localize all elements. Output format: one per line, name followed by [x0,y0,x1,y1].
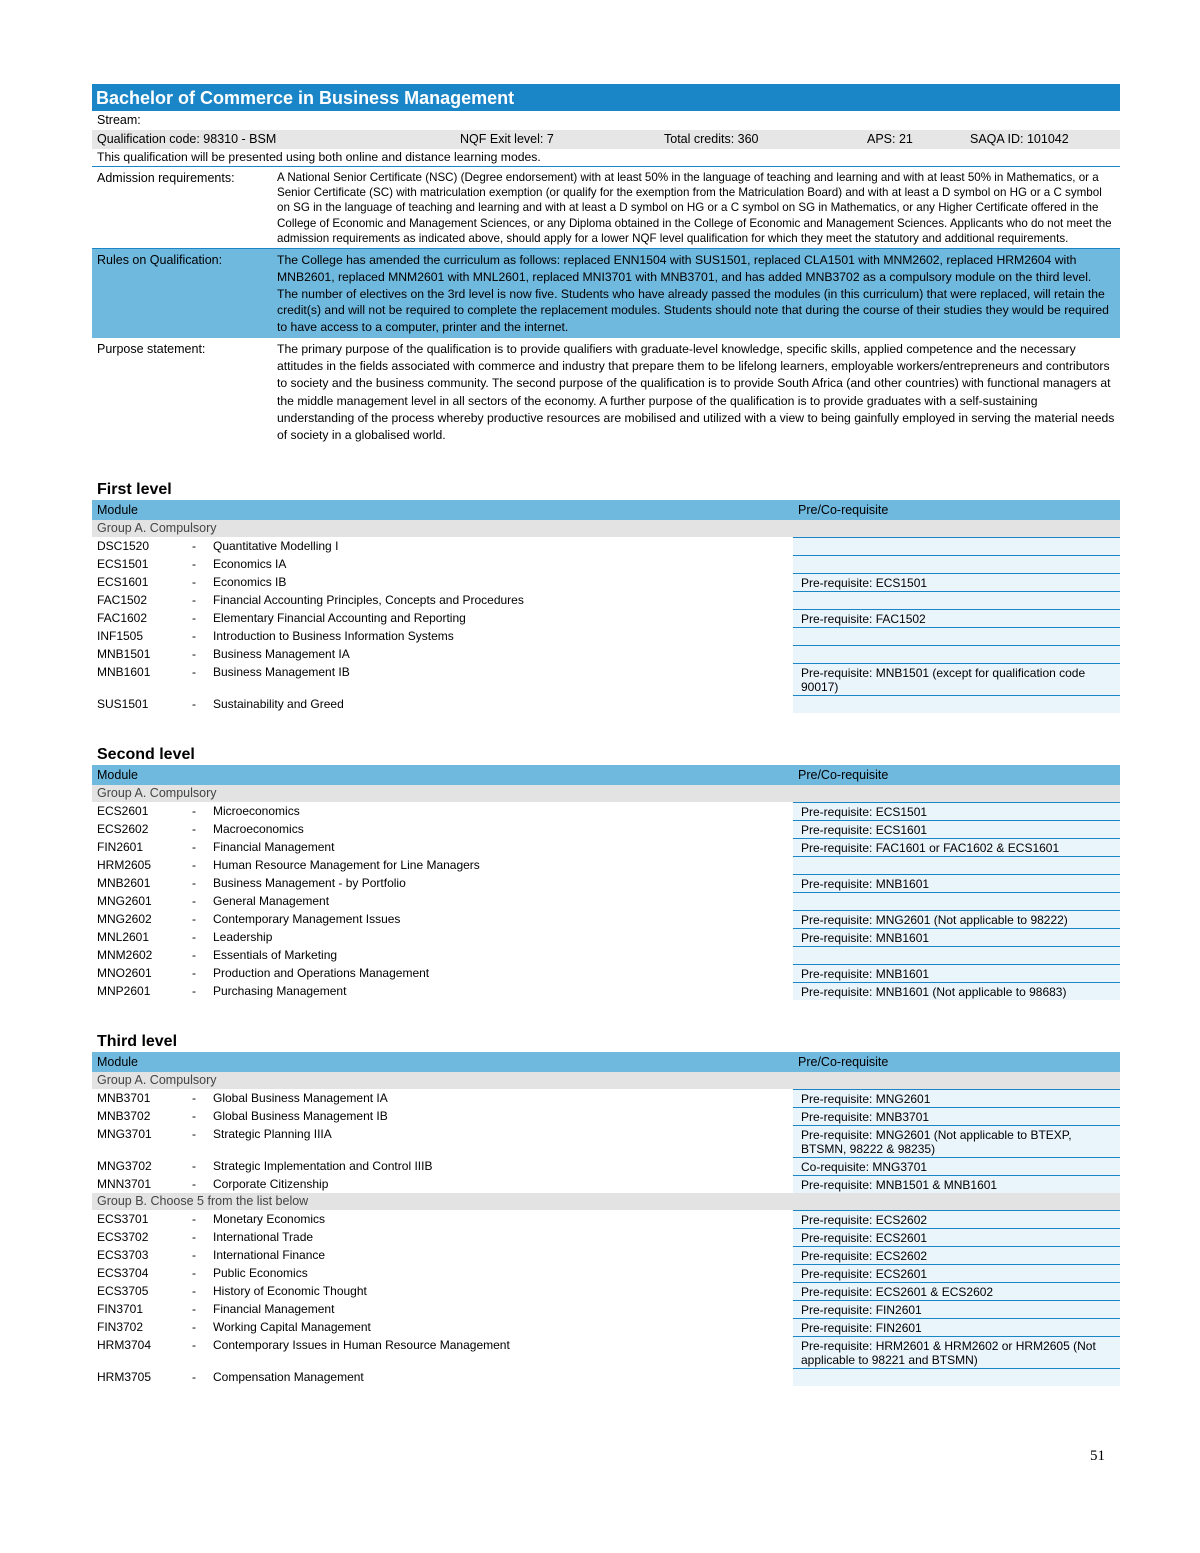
module-code: MNO2601 [97,966,152,981]
separator: - [192,1370,196,1385]
module-name: Economics IB [213,575,287,590]
module-code: FAC1502 [97,593,148,608]
module-code: ECS3704 [97,1266,149,1281]
nqf-exit-level: NQF Exit level: 7 [460,132,554,146]
module-code: FIN3702 [97,1320,144,1335]
module-requisite: Pre-requisite: ECS1601 [793,820,1120,838]
separator: - [192,912,196,927]
module-row [92,1300,1120,1318]
module-code: ECS1501 [97,557,149,572]
separator: - [192,1159,196,1174]
group-header: Group A. Compulsory [92,785,1120,802]
module-code: FAC1602 [97,611,148,626]
level-section [92,745,1120,1000]
module-name: Production and Operations Management [213,966,430,981]
module-row [92,820,1120,838]
rules-label: Rules on Qualification: [97,253,223,268]
group-header: Group A. Compulsory [92,1072,1120,1089]
module-name: Sustainability and Greed [213,697,344,712]
module-code: SUS1501 [97,697,149,712]
module-requisite: Pre-requisite: MNB1501 (except for qualification code 90017) [793,663,1120,695]
module-requisite: Pre-requisite: ECS2602 [793,1246,1120,1264]
module-requisite: Pre-requisite: FAC1502 [793,609,1120,627]
module-code: MNG2601 [97,894,152,909]
module-requisite: Pre-requisite: MNG2601 (Not applicable to BTEXP, BTSMN, 98222 & 98235) [793,1125,1120,1157]
module-code: ECS3705 [97,1284,149,1299]
module-code: MNL2601 [97,930,150,945]
presentation-note: This qualification will be presented using both online and distance learning modes. [97,150,541,164]
module-name: International Finance [213,1248,326,1263]
separator: - [192,1320,196,1335]
module-requisite: Pre-requisite: FIN2601 [793,1300,1120,1318]
module-code: HRM3704 [97,1338,152,1353]
module-name: History of Economic Thought [213,1284,367,1299]
page-number: 51 [1090,1448,1105,1464]
module-code: MNB3702 [97,1109,151,1124]
rules-section [92,248,1120,338]
admission-section [92,166,1120,248]
module-row [92,838,1120,856]
separator: - [192,930,196,945]
separator: - [192,966,196,981]
group-header: Group B. Choose 5 from the list below [92,1193,1120,1210]
module-name: Contemporary Issues in Human Resource Management [213,1338,510,1353]
separator: - [192,629,196,644]
module-requisite [793,946,1120,964]
separator: - [192,1127,196,1142]
separator: - [192,822,196,837]
module-requisite: Pre-requisite: MNG2601 [793,1089,1120,1107]
module-row [92,892,1120,910]
levels-container [92,480,1120,1386]
module-requisite: Co-requisite: MNG3701 [793,1157,1120,1175]
separator: - [192,697,196,712]
module-name: Leadership [213,930,273,945]
module-row [92,695,1120,713]
module-name: Public Economics [213,1266,308,1281]
purpose-section [92,338,1120,446]
separator: - [192,1091,196,1106]
separator: - [192,840,196,855]
module-name: Global Business Management IA [213,1091,388,1106]
module-name: General Management [213,894,330,909]
module-name: Global Business Management IB [213,1109,388,1124]
module-row [92,537,1120,555]
module-row [92,1125,1120,1157]
module-name: Corporate Citizenship [213,1177,329,1192]
separator: - [192,593,196,608]
qualification-document [92,84,1120,1386]
separator: - [192,1212,196,1227]
qualification-title: Bachelor of Commerce in Business Management [92,84,1120,111]
module-row [92,1107,1120,1125]
separator: - [192,1338,196,1353]
module-row [92,1282,1120,1300]
module-row [92,1368,1120,1386]
module-code: MNB2601 [97,876,151,891]
table-header [92,765,1120,785]
module-code: FIN2601 [97,840,144,855]
module-name: Economics IA [213,557,287,572]
separator: - [192,1284,196,1299]
module-row [92,1210,1120,1228]
module-requisite [793,892,1120,910]
module-row [92,609,1120,627]
level-section [92,480,1120,713]
module-row [92,1157,1120,1175]
module-code: MNM2602 [97,948,153,963]
module-name: Essentials of Marketing [213,948,338,963]
admission-label: Admission requirements: [97,171,235,185]
module-requisite: Pre-requisite: ECS1501 [793,573,1120,591]
module-requisite [793,627,1120,645]
module-name: Purchasing Management [213,984,347,999]
saqa-id: SAQA ID: 101042 [970,132,1069,146]
module-row [92,555,1120,573]
table-header [92,500,1120,520]
module-requisite: Pre-requisite: FAC1601 or FAC1602 & ECS1601 [793,838,1120,856]
separator: - [192,984,196,999]
module-requisite: Pre-requisite: ECS2602 [793,1210,1120,1228]
separator: - [192,557,196,572]
module-name: Business Management - by Portfolio [213,876,406,891]
module-code: ECS3703 [97,1248,149,1263]
module-name: Compensation Management [213,1370,364,1385]
separator: - [192,1177,196,1192]
module-name: Monetary Economics [213,1212,326,1227]
purpose-label: Purpose statement: [97,342,206,356]
module-requisite: Pre-requisite: FIN2601 [793,1318,1120,1336]
module-requisite: Pre-requisite: MNG2601 (Not applicable to 98222) [793,910,1120,928]
module-requisite: Pre-requisite: MNB1601 [793,928,1120,946]
module-name: Business Management IA [213,647,350,662]
module-name: International Trade [213,1230,314,1245]
requisite-column-header: Pre/Co-requisite [798,768,889,783]
module-row [92,874,1120,892]
module-name: Introduction to Business Information Systems [213,629,454,644]
module-row [92,627,1120,645]
module-row [92,946,1120,964]
module-name: Elementary Financial Accounting and Reporting [213,611,466,626]
module-requisite [793,1368,1120,1386]
module-requisite: Pre-requisite: HRM2601 & HRM2602 or HRM2605 (Not applicable to 98221 and BTSMN) [793,1336,1120,1368]
purpose-text: The primary purpose of the qualification is to provide qualifiers with graduate-level knowledge, specific skills, applied competence and the necessary attitudes in the fields associated with commerce and industry that prepare them to be lifelong learners, employable workers/entrepreneurs and contributors to society and the business community. The second purpose of the qualification is to provide South Africa (and other countries) with functional managers at the middle management level in all sectors of the economy. A further purpose of the qualification is to provide graduates with a self-sustaining understanding of the process whereby productive resources are mobilised and utilized with a view to being gainfully employed in serving the material needs of society in a globalised world. [277,342,1115,443]
separator: - [192,948,196,963]
admission-text: A National Senior Certificate (NSC) (Degree endorsement) with at least 50% in the language of teaching and learning and with at least 50% in Mathematics, or a Senior Certificate (SC) with matriculation exemption (or qualify for the exemption from the Matriculation Board) and with at least a D symbol on HG or a C symbol on SG in the language of teaching and learning and with at least a D symbol on HG or a C symbol on SG in Mathematics, or any Higher Certificate offered in the College of Economic and Management Sciences, or any Diploma obtained in the College of Economic and Management Sciences. Applicants who do not meet the admission requirements as indicated above, should apply for a lower NQF level qualification for which they meet the statutory and additional requirements. [277,171,1112,245]
module-row [92,856,1120,874]
module-row [92,928,1120,946]
level-title: Third level [97,1033,178,1051]
qualification-info-line [92,130,1120,149]
module-code: MNB1501 [97,647,151,662]
qualification-code: Qualification code: 98310 - BSM [97,132,277,146]
separator: - [192,647,196,662]
stream-line: Stream: [97,113,141,127]
module-name: Financial Accounting Principles, Concepts and Procedures [213,593,524,608]
module-requisite: Pre-requisite: MNB1601 (Not applicable to 98683) [793,982,1120,1000]
module-name: Business Management IB [213,665,350,680]
module-name: Microeconomics [213,804,300,819]
module-code: ECS1601 [97,575,149,590]
level-title: First level [97,481,172,499]
module-row [92,964,1120,982]
module-code: MNN3701 [97,1177,152,1192]
separator: - [192,1109,196,1124]
module-code: MNB1601 [97,665,151,680]
module-name: Macroeconomics [213,822,304,837]
module-requisite: Pre-requisite: ECS2601 & ECS2602 [793,1282,1120,1300]
module-code: HRM3705 [97,1370,152,1385]
module-name: Strategic Implementation and Control IIIB [213,1159,433,1174]
module-requisite: Pre-requisite: MNB1501 & MNB1601 [793,1175,1120,1193]
group-header: Group A. Compulsory [92,520,1120,537]
module-row [92,663,1120,695]
module-requisite: Pre-requisite: MNB1601 [793,874,1120,892]
module-row [92,982,1120,1000]
module-row [92,591,1120,609]
module-column-header: Module [97,768,138,783]
separator: - [192,665,196,680]
module-name: Contemporary Management Issues [213,912,401,927]
module-name: Human Resource Management for Line Managers [213,858,480,873]
module-requisite: Pre-requisite: ECS2601 [793,1228,1120,1246]
module-requisite [793,537,1120,555]
module-name: Financial Management [213,840,335,855]
module-requisite [793,645,1120,663]
separator: - [192,1302,196,1317]
module-row [92,1175,1120,1193]
separator: - [192,539,196,554]
separator: - [192,1230,196,1245]
module-row [92,802,1120,820]
total-credits: Total credits: 360 [664,132,759,146]
module-requisite [793,555,1120,573]
separator: - [192,1266,196,1281]
module-row [92,910,1120,928]
module-name: Financial Management [213,1302,335,1317]
module-row [92,1264,1120,1282]
module-requisite: Pre-requisite: MNB1601 [793,964,1120,982]
module-column-header: Module [97,503,138,518]
module-row [92,1246,1120,1264]
rules-text: The College has amended the curriculum as follows: replaced ENN1504 with SUS1501, replaced CLA1501 with MNM2602, replaced HRM2604 with MNB2601, replaced MNM2601 with MNL2601, replaced MNI3701 with MNB3701, and has added MNB3702 as a compulsory module on the third level. The number of electives on the 3rd level is now five. Students who have already passed the modules (in this curriculum) that were replaced, will retain the credit(s) and will not be required to complete the replacement modules. Students should note that during the course of their studies they would be required to have access to a computer, printer and the internet. [277,253,1109,335]
requisite-column-header: Pre/Co-requisite [798,1055,889,1070]
separator: - [192,575,196,590]
module-requisite [793,856,1120,874]
separator: - [192,611,196,626]
module-row [92,1336,1120,1368]
separator: - [192,876,196,891]
module-code: MNG3702 [97,1159,152,1174]
separator: - [192,1248,196,1263]
module-code: ECS2602 [97,822,149,837]
table-header [92,1052,1120,1072]
module-code: ECS2601 [97,804,149,819]
aps-score: APS: 21 [867,132,913,146]
module-code: MNP2601 [97,984,151,999]
module-row [92,1228,1120,1246]
module-requisite: Pre-requisite: ECS2601 [793,1264,1120,1282]
module-code: HRM2605 [97,858,152,873]
module-name: Strategic Planning IIIA [213,1127,332,1142]
module-column-header: Module [97,1055,138,1070]
module-name: Quantitative Modelling I [213,539,339,554]
module-requisite: Pre-requisite: MNB3701 [793,1107,1120,1125]
module-code: DSC1520 [97,539,150,554]
module-code: MNB3701 [97,1091,151,1106]
module-row [92,573,1120,591]
requisite-column-header: Pre/Co-requisite [798,503,889,518]
module-row [92,1089,1120,1107]
module-requisite [793,695,1120,713]
separator: - [192,804,196,819]
module-code: MNG3701 [97,1127,152,1142]
module-requisite [793,591,1120,609]
module-code: INF1505 [97,629,144,644]
module-name: Working Capital Management [213,1320,371,1335]
separator: - [192,858,196,873]
module-row [92,1318,1120,1336]
level-title: Second level [97,746,195,764]
module-code: ECS3701 [97,1212,149,1227]
module-requisite: Pre-requisite: ECS1501 [793,802,1120,820]
module-code: FIN3701 [97,1302,144,1317]
separator: - [192,894,196,909]
module-code: ECS3702 [97,1230,149,1245]
level-section [92,1032,1120,1386]
module-code: MNG2602 [97,912,152,927]
module-row [92,645,1120,663]
